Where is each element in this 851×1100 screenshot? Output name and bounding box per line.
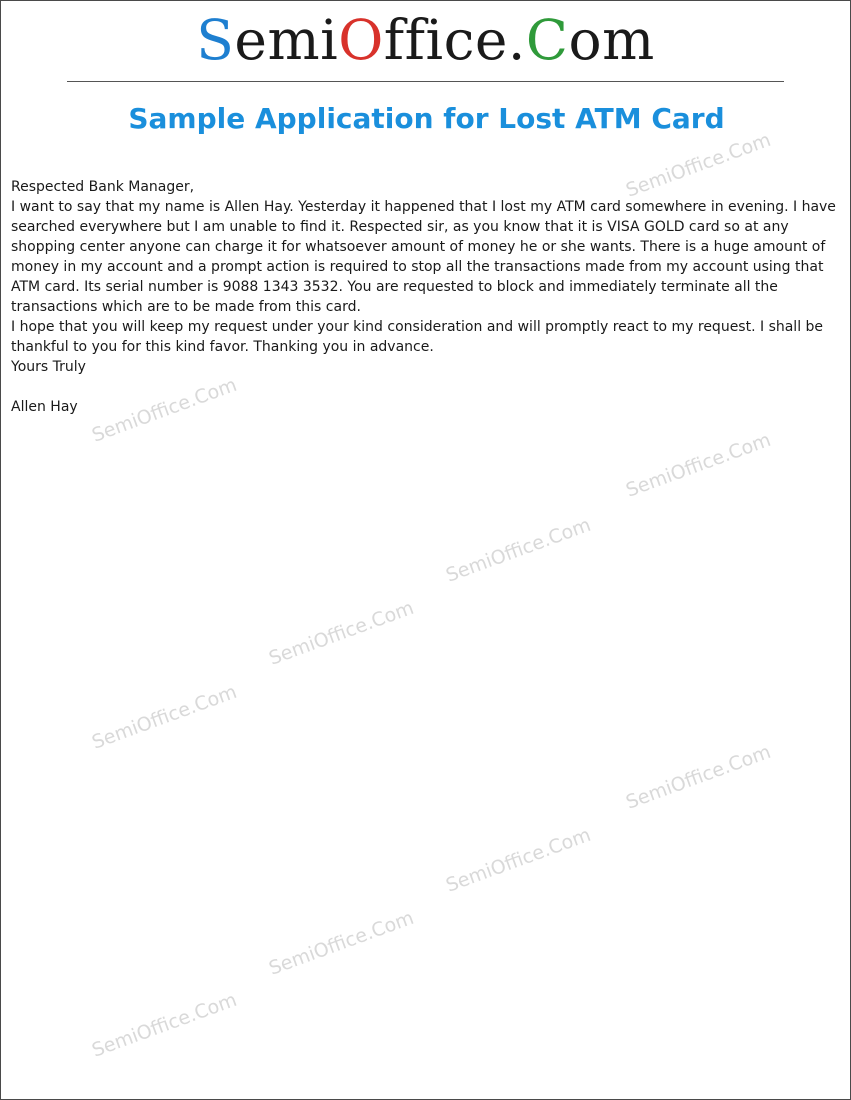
watermark: SemiOffice.Com: [89, 373, 240, 447]
logo-letter-s: S: [196, 8, 235, 72]
header-divider: [67, 81, 784, 82]
logo-text-ffice: ffice.: [383, 8, 526, 72]
watermark: SemiOffice.Com: [623, 428, 774, 502]
watermark: SemiOffice.Com: [89, 988, 240, 1062]
signature-spacer: [11, 377, 847, 397]
site-logo: [1, 7, 850, 73]
letter-body: [11, 177, 847, 417]
watermark: SemiOffice.Com: [89, 680, 240, 754]
document-title: Sample Application for Lost ATM Card: [128, 102, 725, 135]
letter-closing: Yours Truly: [11, 359, 86, 375]
logo-letter-o: O: [338, 8, 384, 72]
letter-paragraph-2: I hope that you will keep my request under your kind consideration and will promptly react to my request. I shall be thankful to you for this kind favor. Thanking you in advance.: [11, 319, 824, 355]
letter-signature: Allen Hay: [11, 399, 78, 415]
letter-paragraph-1: I want to say that my name is Allen Hay. Yesterday it happened that I lost my ATM card somewhere in evening. I have searched everywhere but I am unable to find it. Respected sir, as you know that it is VISA GOLD card so at any shopping center anyone can charge it for whatsoever amount of money he or she wants. There is a huge amount of money in my account and a prompt action is required to stop all the transactions made from my account using that ATM card. Its serial number is 9088 1343 3532. You are requested to block and immediately terminate all the transactions which are to be made from this card.: [11, 199, 836, 315]
watermark: SemiOffice.Com: [623, 740, 774, 814]
watermark: SemiOffice.Com: [443, 823, 594, 897]
letter-salutation: Respected Bank Manager,: [11, 179, 195, 195]
logo-letter-c: C: [525, 8, 569, 72]
watermark: SemiOffice.Com: [623, 128, 774, 202]
logo-text-om: om: [568, 8, 655, 72]
watermark: SemiOffice.Com: [266, 906, 417, 980]
logo-text-emi: emi: [234, 8, 339, 72]
watermark: SemiOffice.Com: [443, 513, 594, 587]
watermark: SemiOffice.Com: [266, 596, 417, 670]
